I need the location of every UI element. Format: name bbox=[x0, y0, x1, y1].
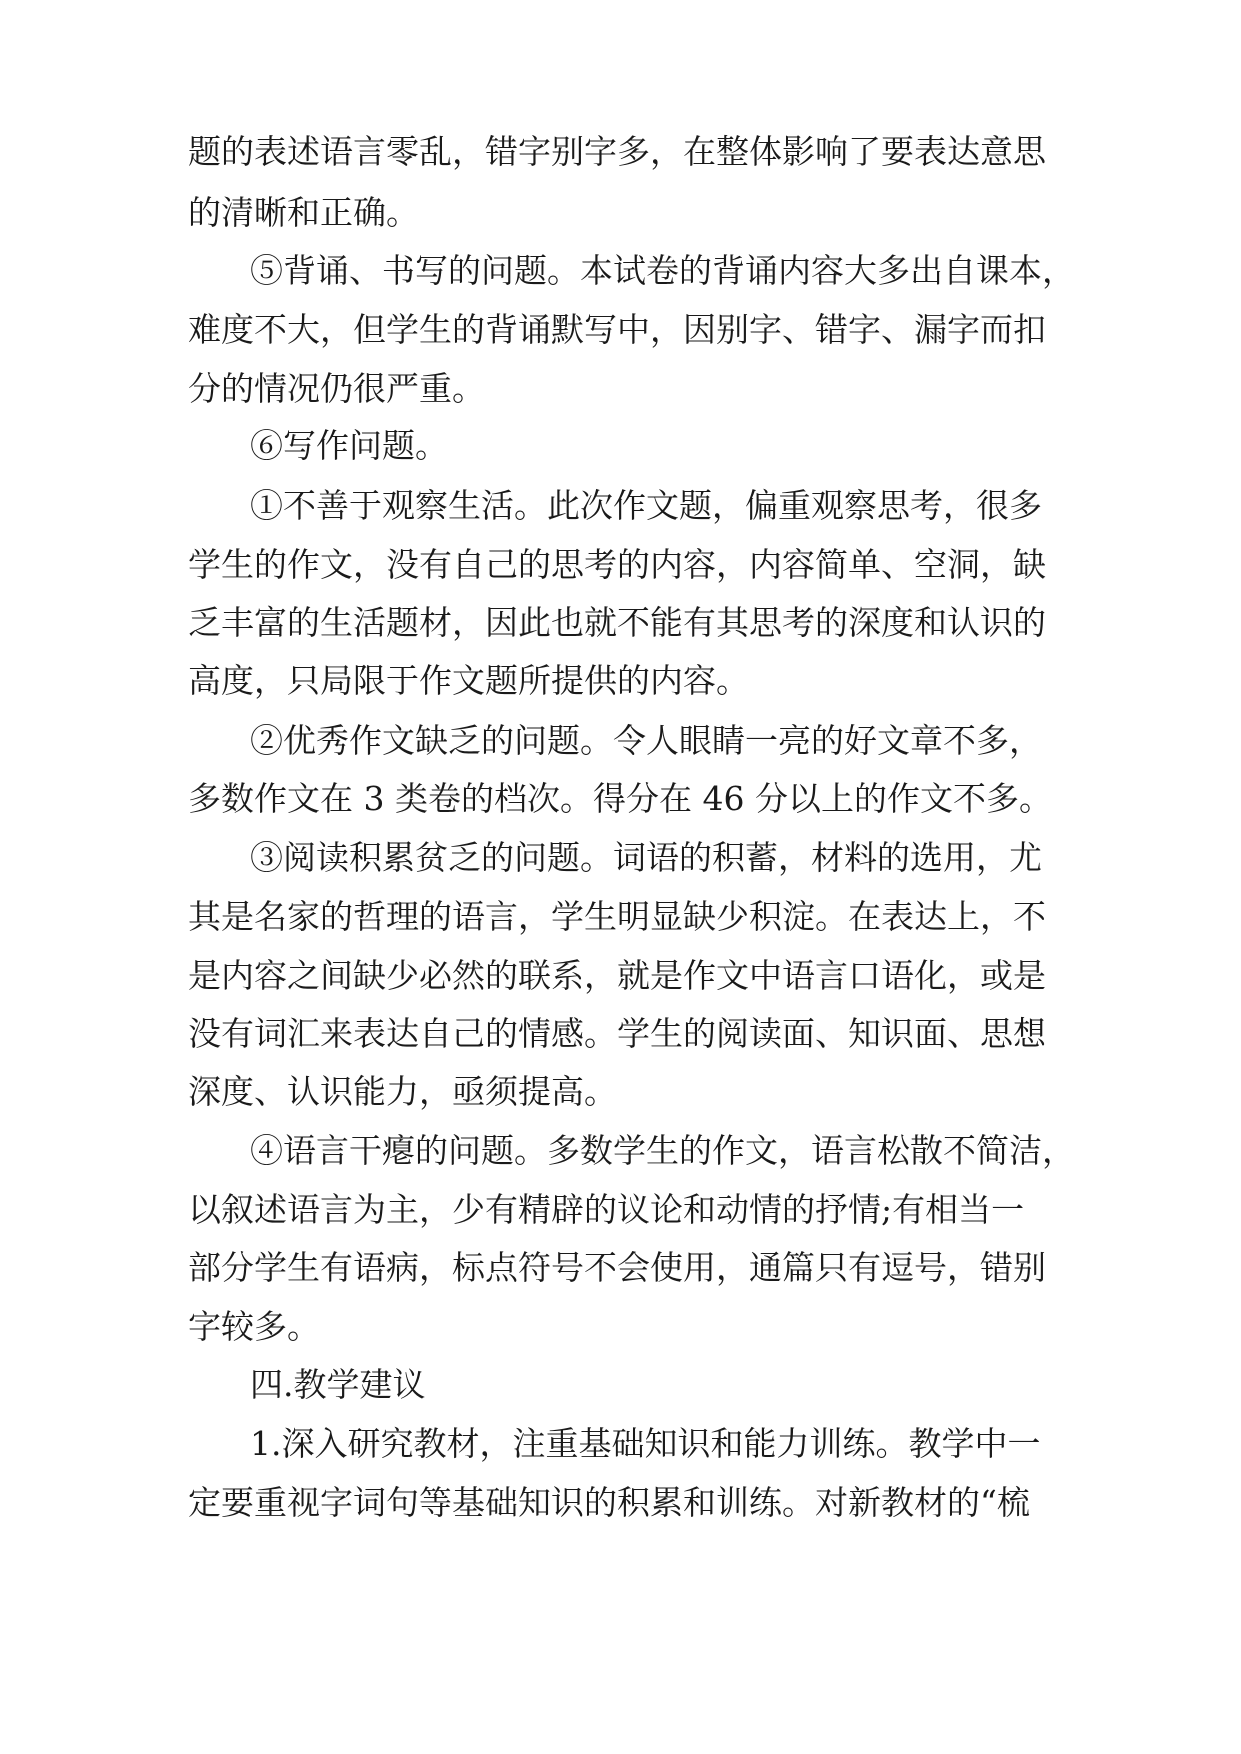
text-line: ②优秀作文缺乏的问题。令人眼睛一亮的好文章不多， bbox=[250, 721, 1042, 760]
text-line: 字较多。 bbox=[188, 1307, 320, 1346]
text-line: 1.深入研究教材，注重基础知识和能力训练。教学中一 bbox=[250, 1424, 1041, 1463]
text-line: 深度、认识能力，亟须提高。 bbox=[188, 1072, 617, 1111]
text-line: ⑤背诵、书写的问题。本试卷的背诵内容大多出自课本， bbox=[250, 251, 1075, 290]
text-line: 题的表述语言零乱，错字别字多，在整体影响了要表达意思 bbox=[188, 132, 1046, 171]
text-line: 高度，只局限于作文题所提供的内容。 bbox=[188, 661, 749, 700]
text-line: 是内容之间缺少必然的联系，就是作文中语言口语化，或是 bbox=[188, 956, 1046, 995]
text-line: 四.教学建议 bbox=[250, 1365, 426, 1404]
text-line: 定要重视字词句等基础知识的积累和训练。对新教材的“梳 bbox=[188, 1483, 1030, 1522]
text-line: 学生的作文，没有自己的思考的内容，内容简单、空洞，缺 bbox=[188, 545, 1046, 584]
text-line: 难度不大，但学生的背诵默写中，因别字、错字、漏字而扣 bbox=[188, 310, 1046, 349]
text-line: 以叙述语言为主，少有精辟的议论和动情的抒情;有相当一 bbox=[188, 1190, 1025, 1229]
text-line: 乏丰富的生活题材，因此也就不能有其思考的深度和认识的 bbox=[188, 603, 1046, 642]
text-line: 的清晰和正确。 bbox=[188, 193, 419, 232]
text-line: 多数作文在 3 类卷的档次。得分在 46 分以上的作文不多。 bbox=[188, 779, 1052, 818]
text-line: 其是名家的哲理的语言，学生明显缺少积淀。在表达上，不 bbox=[188, 897, 1046, 936]
text-line: ①不善于观察生活。此次作文题，偏重观察思考，很多 bbox=[250, 486, 1042, 525]
text-line: 部分学生有语病，标点符号不会使用，通篇只有逗号，错别 bbox=[188, 1248, 1046, 1287]
text-line: ⑥写作问题。 bbox=[250, 426, 448, 465]
text-line: 没有词汇来表达自己的情感。学生的阅读面、知识面、思想 bbox=[188, 1014, 1046, 1053]
text-line: ④语言干瘪的问题。多数学生的作文，语言松散不简洁， bbox=[250, 1131, 1075, 1170]
text-line: 分的情况仍很严重。 bbox=[188, 369, 485, 408]
text-line: ③阅读积累贫乏的问题。词语的积蓄，材料的选用，尤 bbox=[250, 838, 1042, 877]
